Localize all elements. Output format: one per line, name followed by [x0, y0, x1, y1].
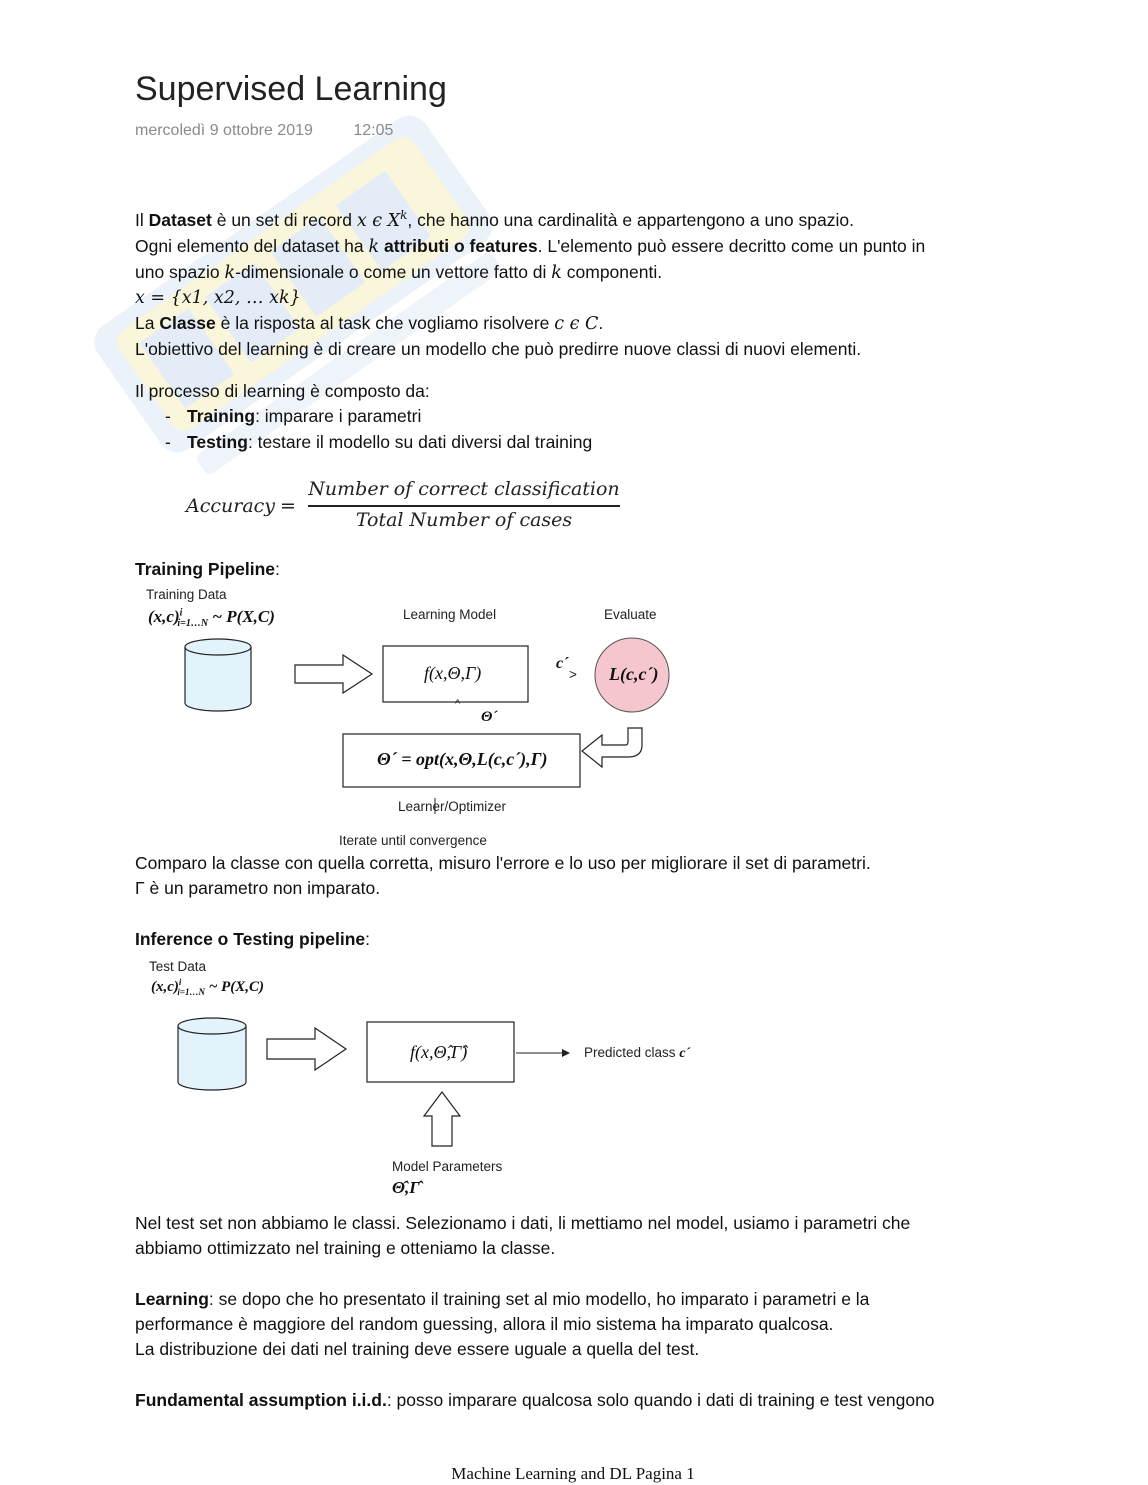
- fundamental-assumption: Fundamental assumption i.i.d.: posso imparare qualcosa solo quando i dati di training e test vengono: [135, 1390, 935, 1410]
- testing-heading: Inference o Testing pipeline:: [135, 929, 371, 949]
- list-item: - Training: imparare i parametri: [165, 404, 1005, 429]
- accuracy-lhs: Accuracy: [186, 495, 276, 517]
- hollow-arrow-icon: [267, 1028, 346, 1070]
- training-explanation: Comparo la classe con quella corretta, misuro l'errore e lo uso per migliorare il set di parametri. Γ è un parametro non imparato.: [135, 853, 871, 898]
- intro-line-3: uno spazio k-dimensionale o come un vettore fatto di k componenti.: [135, 261, 663, 283]
- page-title: Supervised Learning: [135, 70, 447, 108]
- term-learning: Learning: [135, 1289, 209, 1309]
- term-features: attributi o features: [383, 235, 538, 256]
- term-classe: Classe: [159, 312, 216, 333]
- test-model-formula: f(x,Θ̂,Γ̂): [410, 1042, 468, 1062]
- note-timestamp: [135, 122, 393, 140]
- gt-mark: >: [569, 667, 577, 682]
- model-formula: f(x,Θ,Γ): [424, 663, 482, 683]
- term-dataset: Dataset: [148, 209, 212, 230]
- evaluate-label: Evaluate: [604, 607, 657, 622]
- accuracy-equals: =: [280, 495, 296, 517]
- intro-line-1: Il Dataset è un set di record x ϵ $X^k$, che hanno una cardinalità e appartengono a uno spazio.: [135, 208, 854, 231]
- intro-paragraph: [135, 203, 1005, 362]
- test-data-formula: $(x,c)^i_{i=1\dots N}$ ~ P(X,C): [151, 977, 265, 997]
- training-pipeline-diagram: [0, 585, 1148, 855]
- testing-diagram-shapes: [0, 955, 1148, 1205]
- list-item: - Testing: testare il modello su dati diversi dal training: [165, 430, 1005, 455]
- process-heading: Il processo di learning è composto da:: [135, 381, 430, 401]
- testing-pipeline-diagram: [0, 955, 1148, 1205]
- test-explanation: Nel test set non abbiamo le classi. Selezionamo i dati, li mettiamo nel model, usiamo i parametri che abbiamo ottimizzato nel training e otteniamo la classe.: [135, 1213, 911, 1258]
- process-list: [135, 404, 1005, 455]
- process-section: [135, 379, 1005, 455]
- learning-model-label: Learning Model: [403, 607, 497, 622]
- term-iid: Fundamental assumption i.i.d.: [135, 1390, 387, 1410]
- learning-definition: Learning: se dopo che ho presentato il training set al mio modello, ho imparato i parametri e la performance è maggiore del random guessing, allora il mio sistema ha imparato qualcosa. La distribuzione dei dati nel training deve essere uguale a quella del test.: [135, 1289, 870, 1359]
- up-arrow-icon: [424, 1092, 460, 1146]
- optimizer-label: Learner/Optimizer: [398, 799, 507, 814]
- intro-line-2: Ogni elemento del dataset ha k attributi o features. L'elemento può essere decritto come un punto in: [135, 235, 926, 257]
- page-footer: [0, 1464, 1148, 1484]
- intro-vector-formula: x = {x1, x2, … xk}: [135, 287, 301, 308]
- training-diagram-shapes: [0, 585, 1148, 855]
- intro-line-6: L'obiettivo del learning è di creare un modello che può predirre nuove classi di nuovi elementi.: [135, 338, 862, 359]
- accuracy-numerator: Number of correct classification: [308, 478, 620, 500]
- database-icon: [185, 639, 251, 711]
- hollow-arrow-icon: [295, 655, 372, 693]
- loss-formula: L(c,c´): [609, 664, 659, 684]
- note-time: 12:05: [353, 122, 394, 139]
- accuracy-denominator: Total Number of cases: [355, 509, 573, 531]
- output-arrowhead-icon: [562, 1049, 570, 1057]
- fraction-bar: [308, 505, 620, 507]
- intro-line-5: La Classe è la risposta al task che vogliamo risolvere c ϵ C.: [135, 312, 604, 334]
- caret-mark: ^: [455, 698, 461, 710]
- note-date: mercoledì 9 ottobre 2019: [135, 122, 313, 139]
- optimizer-formula: Θ´ = opt(x,Θ,L(c,c´),Γ): [377, 749, 548, 769]
- theta-prime-label: Θ´: [481, 709, 498, 725]
- test-data-label: Test Data: [149, 959, 207, 974]
- training-heading: Training Pipeline:: [135, 559, 280, 579]
- training-data-formula: $(x,c)^i_{i=1\dots N}$ ~ P(X,C): [148, 607, 275, 630]
- database-icon: [178, 1018, 246, 1090]
- model-parameters-formula: Θ̂,Γ̂: [392, 1178, 420, 1197]
- return-arrow-icon: [582, 728, 642, 767]
- predicted-class-label: Predicted class c´: [584, 1045, 691, 1061]
- footer-text: Machine Learning and DL Pagina 1: [451, 1464, 695, 1483]
- c-prime-label: c´: [556, 655, 569, 672]
- iterate-label: Iterate until convergence: [339, 833, 487, 848]
- model-parameters-label: Model Parameters: [392, 1159, 503, 1174]
- training-data-label: Training Data: [146, 587, 227, 602]
